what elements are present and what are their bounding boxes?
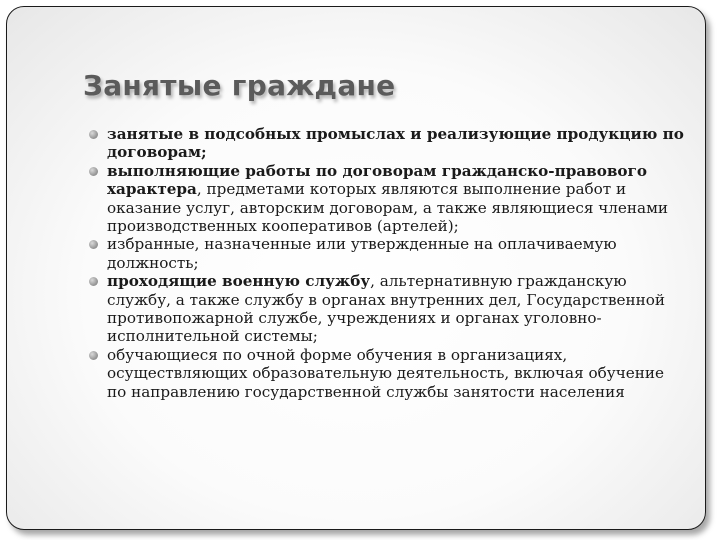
item-text: , предметами которых являются выполнение работ и оказание услуг, авторским договорам, а также являющиеся членами производственных кооперативов (артелей); <box>107 180 669 236</box>
bullet-icon <box>89 167 98 176</box>
item-bold-text: проходящие военную службу <box>107 272 371 291</box>
bullet-icon <box>89 130 98 139</box>
list-item <box>87 272 687 346</box>
slide-title: Занятые граждане <box>83 69 396 102</box>
item-bold-text: выполняющие работы по договорам гражданско-правового характера <box>107 161 647 199</box>
list-item <box>87 235 687 272</box>
bullet-icon <box>89 351 98 360</box>
list-item <box>87 125 687 162</box>
item-text: избранные, назначенные или утвержденные на оплачиваемую должность; <box>107 235 617 272</box>
item-bold-text: занятые в подсобных промыслах и реализующие продукцию по договорам; <box>107 125 684 162</box>
bullet-list <box>87 125 687 401</box>
item-text: , альтернативную гражданскую службу, а также службу в органах внутренних дел, Государственной противопожарной службе, учреждениях и органах уголовно-исполнительной системы; <box>107 272 666 346</box>
list-item <box>87 162 687 236</box>
bullet-icon <box>89 277 98 286</box>
list-item <box>87 346 687 401</box>
slide <box>6 6 706 530</box>
item-text: обучающиеся по очной форме обучения в организациях, осуществляющих образовательную деятельность, включая обучение по направлению государственной службы занятости населения <box>107 345 664 401</box>
bullet-icon <box>89 240 98 249</box>
